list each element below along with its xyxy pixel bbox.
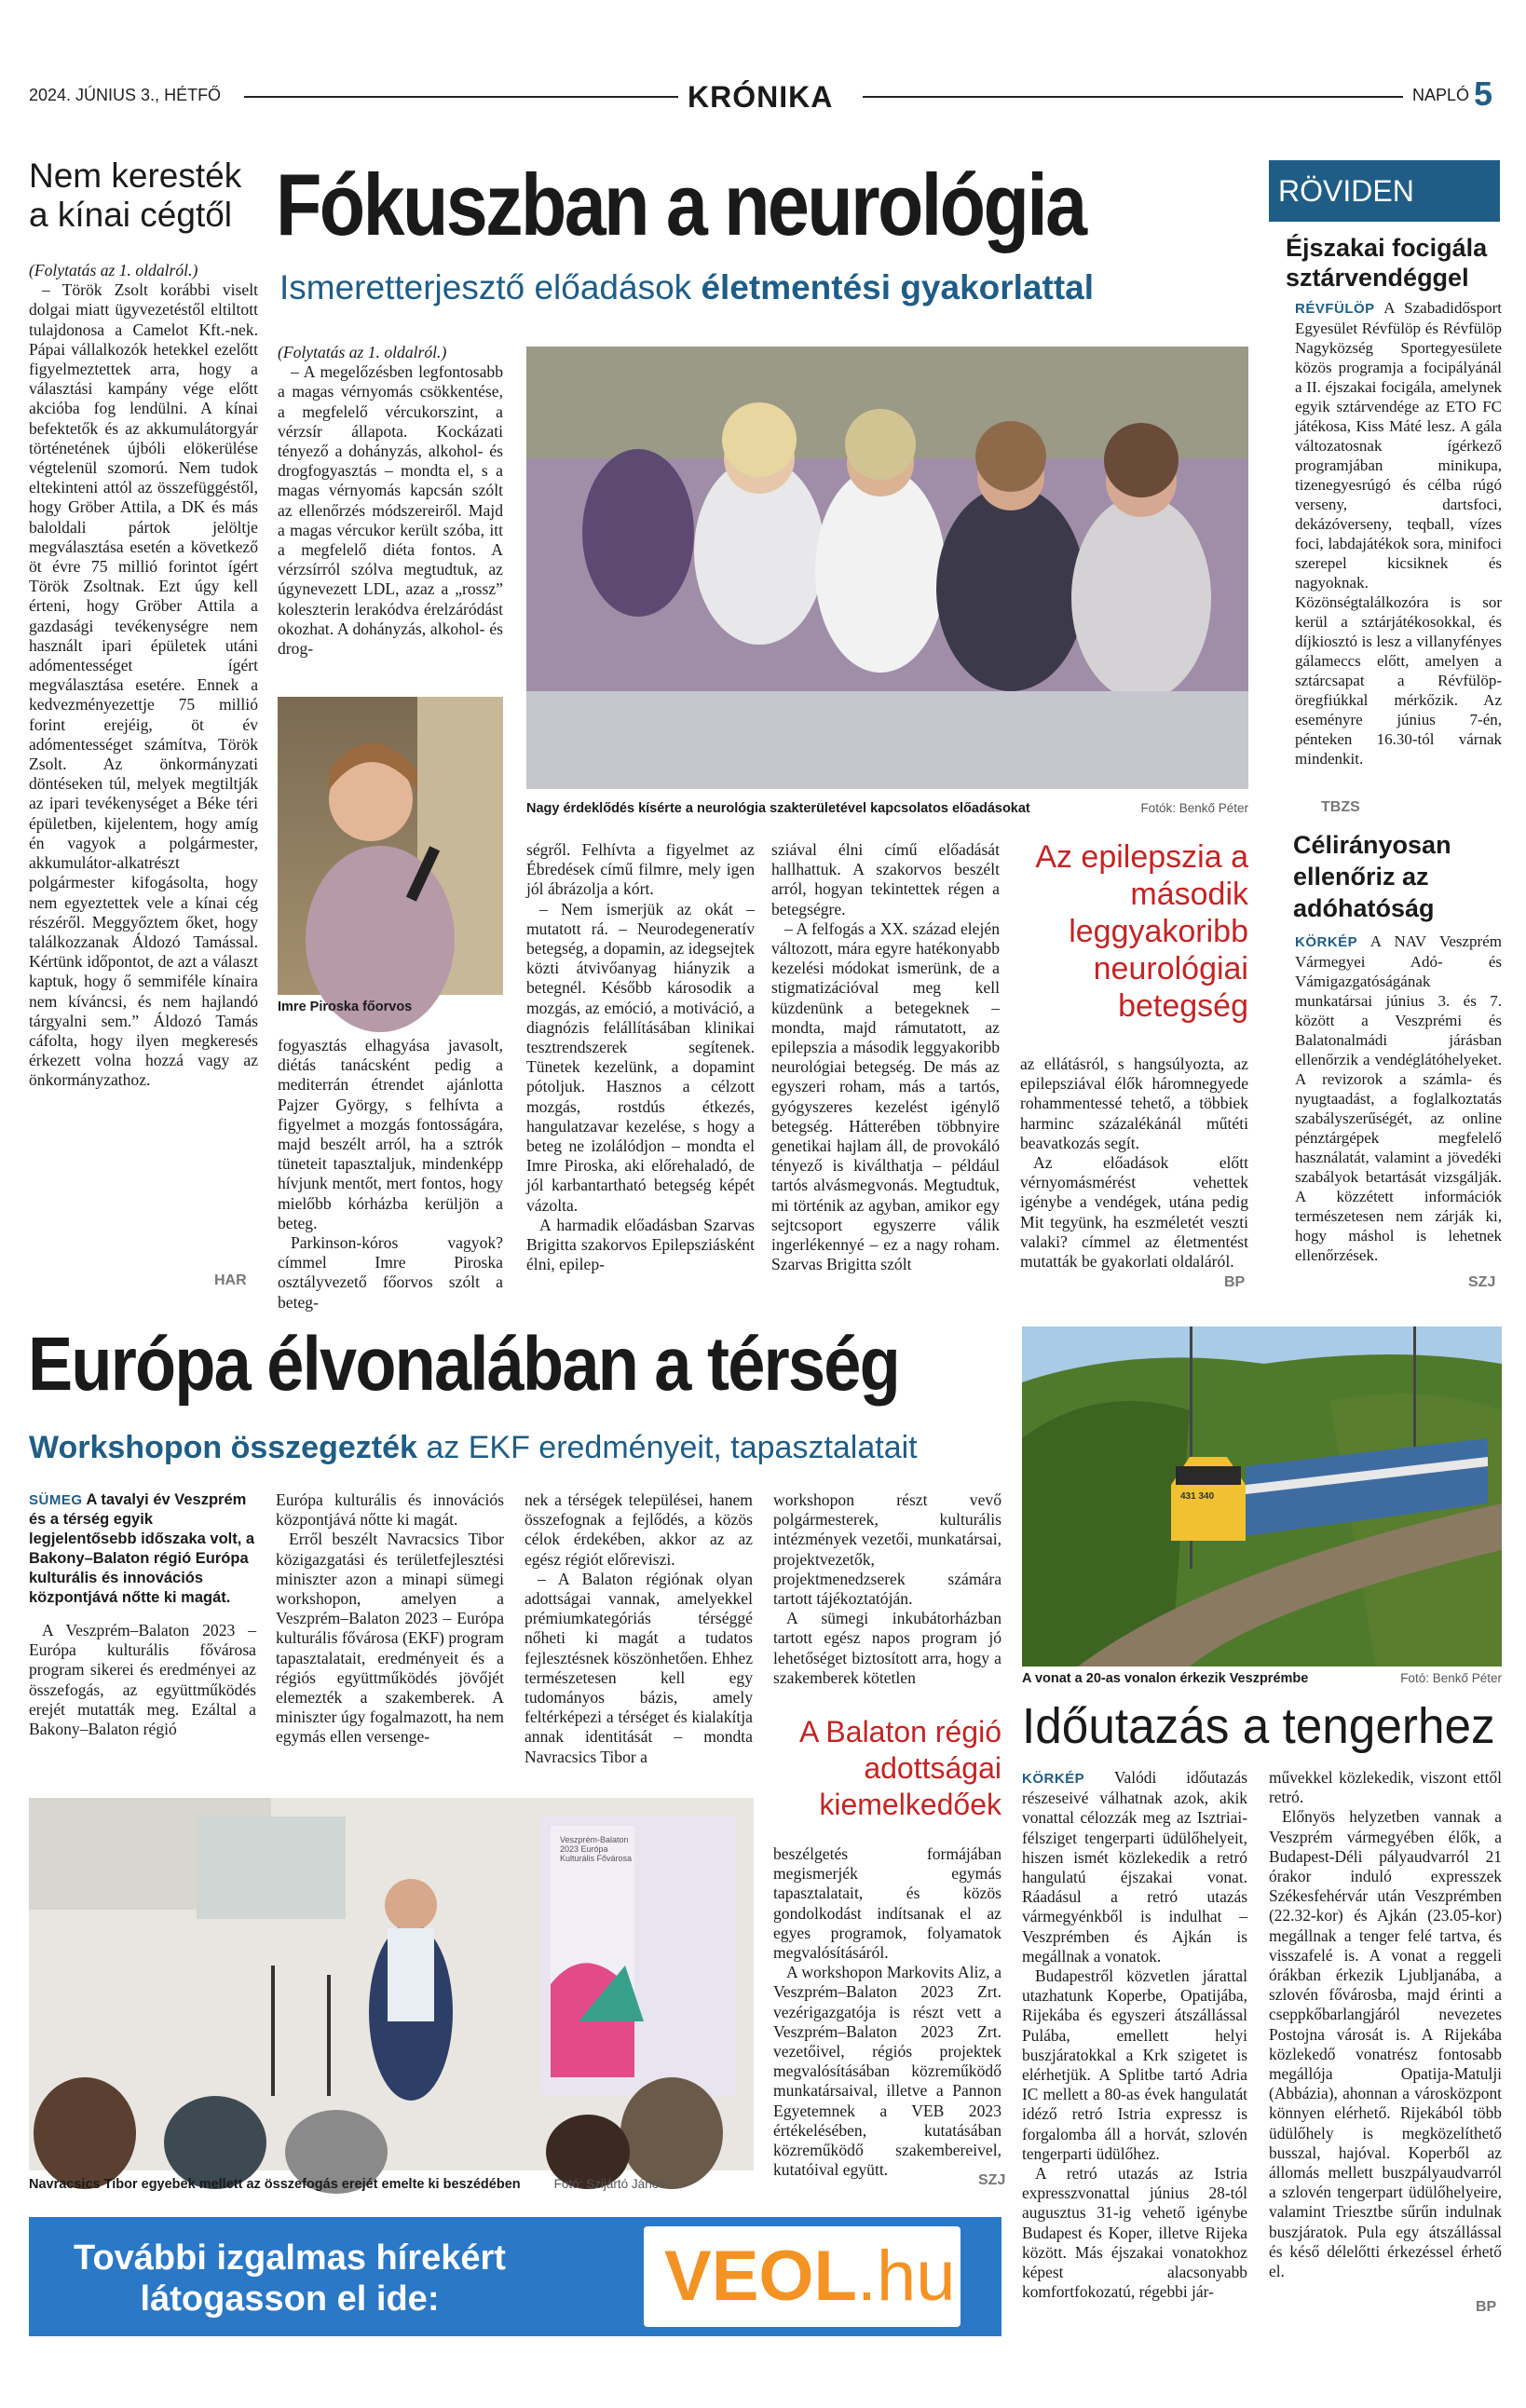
article3-col-d-text3: beszélgetés formájában megismerjék egymás tapasztalatait, és közös gondolkodást indítsanak el az egyes programok, folyamatok megvalósításáról. [773,1844,1001,1963]
article3-photo [29,1798,754,2170]
article4-photo-caption [1022,1671,1502,1686]
paper-name: NAPLÓ [1412,86,1470,104]
article3-col-d-text2: A sümegi inkubátorházban tartott egész napos program jó lehetőséget biztosított arra, hogy a szakemberek kötetlen [773,1609,1001,1687]
article3-photo-credit: Fotó: Szijártó János [553,2177,665,2191]
article2-photo-caption [526,801,1248,816]
article1-text: – Török Zsolt korábbi viselt dolgai miatt ügyvezetéstől eltiltott tulajdonosa a Camelot Kft.-nek. Pápai vállalkozók hetekkel ezelőtt figyelmeztettek arra, hogy a választási kampány vége előtt akcióba fog lendülni. A kínai befektetők és az akkumulátorgyár történetének újbóli elökerülése végtelenül szomorú. Nem tudok eltekinteni attól az összefüggéstől, hogy Gröber Attila, a DK és más baloldali pártok jelöltje megválasztása esetén a következő öt évre 75 millió forintot ígért Török Zsoltnak. Ezt úgy kell érteni, hogy Gröber Attila a gazdasági tevékenységre nem használt ipari épületek utáni adómentességet ígért megválasztása esetére. Ennek a kedvezményezettje 75 millió forint erejéig, öt év adómentességet számítva, Török Zsolt. Az önkormányzati döntéseken túl, melyek megtiltják az ipari tevékenységet a Béke téri épületben, kijelentem, hogy amíg én vagyok a polgármester, akkumulátor-alkatrészt polgármester kifogásolta, hogy nem egyeztettek vele a kínai cég részéről. Meggyőztem őket, hogy találkozzanak Áldozó Tamással. Kértünk időpontot, de azt a választ kaptuk, hogy ő semmiféle kínaira nem kíváncsi, és nem hajlandó tárgyalni sem.” Áldozó Tamás cáfolta, hogy ilyen megkeresés érkezett volna hozzá vagy az önkormányzathoz. [29,280,258,1090]
article2-lead: – A megelőzésben legfontosabb a magas vérnyomás csökkentése, a megfelelő vércukorszint, a vérzsír állapota. Kockázati tényező a dohányzás, alkohol- és drogfogyasztás – mondta el, s a magas vérnyomás kapcsán szólt az ellenőrzés módszereiről. Majd a magas vércukor került szóba, itt a megfelelő diéta fontos. A vérzsírról szólva megtudtuk, az úgynevezett LDL, azaz a „rossz” koleszterin lerakódva érelzáródást okozhat. A dohányzás, alkohol- és drog- [278,362,503,659]
article2-pull-quote: Az epilepszia a második leggyakoribb neurológiai betegség [1035,839,1248,1024]
article2-col-b [278,1036,503,1312]
article2-signature: BP [1224,1274,1246,1290]
article1-headline: Nem keresték a kínai cégtől [29,156,242,234]
brief2-body [1295,932,1502,1297]
article4-photo-credit: Fotó: Benkő Péter [1400,1671,1502,1685]
article4-col-a-text2: Budapestről közvetlen járattal utazhatunk Koperbe, Opatijába, Rijekába és egyszeri átszállással Pulába, emellett helyi buszjáratokkal a Krk szigetet is elérhetjük. A Splitbe tartó Adria IC mellett a 80-as évek hangulatát idéző retró Istria expressz is forgalomba áll a horvát, szlovén tengerparti üdülőhez. [1022,1966,1247,2163]
article1-signature: HAR [214,1272,247,1288]
article4-caption-text: A vonat a 20-as vonalon érkezik Veszprémbe [1022,1671,1309,1686]
article3-photo-caption [29,2177,754,2192]
article3-headline: Európa élvonalában a térség [28,1322,899,1407]
article3-subheadline-plain: az EKF eredményeit, tapasztalatait [426,1430,918,1465]
train-photo [1022,1326,1502,1667]
article2-col-d-text: sziával élni című előadását hallhattuk. A szakorvos beszélt arról, hogyan tekintettek régen a betegségre. [771,840,1000,918]
article3-col-a [29,1490,256,1793]
brief2-title: Célirányosan ellenőriz az adóhatóság [1293,831,1451,922]
article2-col-e [1020,1054,1248,1297]
promo-line1: További izgalmas hírekért [74,2238,506,2278]
article3-col-c-text: nek a térségek települései, hanem összefognak a fejlődés, a közös célok érdekében, akkor az az egész régiót előreviszi. [525,1490,753,1569]
article2-col-d [771,840,1000,1297]
article1-continued: (Folytatás az 1. oldalról.) [29,261,198,279]
article2-headline: Fókuszban a neurológia [276,156,1085,253]
article2-portrait-photo [278,697,503,995]
article3-col-c-text2: – A Balaton régiónak olyan adottságai vannak, amelyekkel prémiumkategóriás térséggé nőheti ki magát a tudatos fejlesztésnek köszönhetően. Ehhez természetesen kell egy tudományos bázis, amely feltérképezi a térséget és kialakítja annak identitását – mondta Navracsics Tibor a [525,1569,753,1766]
article3-signature: SZJ [978,2172,1006,2188]
article2-subheadline-plain: Ismeretterjesztő előadások [279,268,692,306]
article3-col-c [525,1490,753,1793]
promo-text [29,2238,551,2320]
article2-subheadline-accent: életmentési gyakorlattal [701,268,1095,306]
article3-kicker: SÜMEG [29,1492,83,1508]
promo-line2: látogasson el ide: [140,2279,440,2319]
brief2-text: A NAV Veszprém Vármegyei Adó- és Vámigazgatóságának munkatársai június 3. és 7. között a Veszprémi és Balatonalmádi járásban ellenőrzik a vendéglátóhelyeket. A revizorok a számla- és nyugtaadást, a foglalkoztatás szabályszerűségét, az online pénztárgépek megfelelő használatát, valamint a jövedéki szabályok betartását vizsgálják. A közzétett információk természetesen nem zárják ki, hogy máshol is lehetnek ellenőrzések. [1295,932,1502,1264]
article2-photo-credit: Fotók: Benkő Péter [1140,801,1248,815]
brief1-signature: TBZS [1321,799,1360,815]
article3-banner-text: Veszprém-Balaton 2023 Európa Kulturális Fővárosa [560,1835,633,1863]
veol-brand-suffix: .hu [856,2237,956,2316]
article2-col-d-text2: – A felfogás a XX. század elején változott, mára egyre hatékonyabb kezelési módokat ismerünk, de a stigmatizációval meg kell küzdenünk a betegeknek – mondta, majd rámutatott, az epilepszia a második leggyakoribb neurológiai betegség. De más az egyszeri roham, más a tartós, gyógyszeres kezelést igénylő betegség. Hátterében többnyire genetikai hajlam áll, de provokáló tényező is kiválthatja – például tartós alvásmegvonás. Megtudtuk, mi történik az agyban, amikor egy sejtcsoport egyszerre válik ingerlékennyé – ez a nagy roham. Szarvas Brigitta szólt [771,918,1000,1274]
brief2-kicker: KÖRKÉP [1295,934,1358,950]
article3-col-b-text: Európa kulturális és innovációs központjává nőtte ki magát. [276,1490,504,1530]
article4-col-a-text3: A retró utazás az Istria expresszvonattal június 28-tól augusztus 31-ig vehető igénybe Budapest és Koper, illetve Rijeka között. Más éjszakai vonatokhoz képest alacsonyabb komfortfokozatú, régebbi jár- [1022,2164,1247,2302]
article3-col-b-text2: Erről beszélt Navracsics Tibor közigazgatási és területfejlesztési miniszter azon a minapi sümegi workshopon, amelyen a Veszprém–Balaton 2023 – Európa kulturális fővárosa (EKF) program tapasztalatait, eredményeit és a régiós együttműködés jövőjét elemezték a szakemberek. A miniszter úgy fogalmazott, ha nem egymás ellen versenge- [276,1530,504,1747]
brief1-title: Éjszakai focigála sztárvendéggel [1286,234,1488,292]
article4-signature: BP [1476,2299,1497,2315]
article3-pull-quote: A Balaton régió adottságai kiemelkedőek [798,1715,1001,1821]
article1-body [29,261,258,1295]
briefs-header: RÖVIDEN [1269,160,1500,222]
article2-col-c [526,840,755,1297]
header-rule-left [244,96,678,98]
article4-col-a [1022,1768,1247,2302]
article2-col-b-text2: Parkinson-kóros vagyok? címmel Imre Piroska osztályvezető főorvos szólt a beteg- [278,1233,503,1312]
article2-col-e-text2: Az előadások előtt vérnyomásmérést vehettek igénybe a vendégek, utána pedig Mit tegyünk, ha eszméletét veszti valaki? címmel az életmentést mutatták be gyakorlati oldaláról. [1020,1153,1248,1272]
brief1-kicker: RÉVFÜLÖP [1295,301,1375,317]
article4-headline: Időutazás a tengerhez [1022,1698,1495,1754]
article2-caption-text: Nagy érdeklődés kísérte a neurológia szakterületével kapcsolatos előadásokat [526,801,1030,816]
promo-banner[interactable] [29,2217,1001,2336]
veol-logo[interactable] [644,2226,961,2327]
header-rule-right [863,96,1403,98]
article3-subheadline-accent: Workshopon összegezték [29,1430,417,1465]
article2-continued: (Folytatás az 1. oldalról.) [278,343,447,361]
article3-subheadline [29,1430,918,1466]
brief1-body [1295,298,1502,820]
article2-col-c-text2: – Nem ismerjük az okát – mutatott rá. – Neurodegeneratív betegség, a dopamin, az idegsejtek közti átvivőanyag hiányzik a betegnél. Később károsodik a mozgás, az emóció, a motiváció, a diagnózis felállításában klinikai tesztrendszerek segítenek. Tünetek kezelünk, a dopamint pótoljuk. Hasznos a célzott mozgás, rostdús étkezés, hangulatzavar kezelése, s hogy a beteg ne izolálódjon – mondta el Imre Piroska, aki előrehaladó, de jól karbantartható betegség képét vázolta. [526,899,755,1215]
brief1-text: A Szabadidősport Egyesület Révfülöp és Révfülöp Nagyközség Sportegyesülete közös programja a focipályánál a II. éjszakai focigála, amelynek egyik sztárvendége az ETO FC játékosa, Kiss Máté lesz. A gála változatosnak ígérkező programjában minikupa, tizenegyesrúgó és célba rúgó verseny, dartsfoci, dekázóverseny, teqball, vízes foci, labdajátékok sora, minifoci szerepel kicsiknek és nagyoknak. Közönségtalálkozóra is sor kerül a sztárjátékosokkal, és díjkiosztó is lesz a villanyfényes gálameccs előtt, amelyen a sztárcsapat a Révfülöp-öregfiúkkal mérkőzik. Az eseményre június 7-én, pénteken 16.30-tól várnak mindenkit. [1295,299,1502,768]
article2-col-c-text: ségről. Felhívta a figyelmet az Ébredések című filmre, mely igen jól ábrázolja a kórt. [526,840,755,899]
article4-col-b-text: művekkel közlekedik, viszont ettől retró. [1269,1768,1502,1807]
article4-col-b-text2: Előnyös helyzetben vannak a Veszprém vármegyében élők, a Budapest-Déli pályaudvarról 21 órakor induló expresszek Székesfehérvár után Veszprémben (22.32-kor) és Ajkán (23.05-kor) megállnak a tenger felé tartva, és visszafelé is. A vonat a reggeli órákban érkezik Ljubljanába, a szlovén fővárosba, majd érinti a cseppkőbarlangjáról nevezetes Postojna városát is. A Rijekába közlekedő vonatrész fontosabb megállója Opatija-Matulji (Abbázia), ahonnan a városközpont könnyen elérhető. Rijekából több üdülőhely is megközelíthető busszal, hajóval. Koperből az állomás mellett buszpályaudvarról a szlovén tengerpart üdülőhelyeire, valamint Triesztbe sűrűn indulnak buszjáratok. Pula egy átszállással és késő délelőtti érkezéssel érhető el. [1269,1807,1502,2281]
article3-lead: A tavalyi év Veszprém és a térség egyik legjelentősebb időszaka volt, a Bakony–Balaton régió Európa kulturális és innovációs központjává nőtte ki magát. [29,1491,255,1606]
article2-col-e-text: az ellátásról, s hangsúlyozta, az epilepsziával élők háromnegyede rohammentessé tehető, a többiek harminc százalékánál műtéti beavatkozás segít. [1020,1054,1248,1152]
article3-col-d-text4: A workshopon Markovits Aliz, a Veszprém–Balaton 2023 Zrt. vezérigazgatója is részt vett a Veszprém–Balaton 2023 Zrt. vezetőivel, régiós projektek megvalósításában közreműködő munkatársaival, illetve a Pannon Egyetemnek a VEB 2023 értékelésében, kutatásában közreműködő szakembereivel, kutatóival együtt. [773,1963,1001,2180]
article3-col-a-text: A Veszprém–Balaton 2023 – Európa kulturális fővárosa program sikerei és eredményei az összefogás, az együttműködés erejét mutatták meg. Ezáltal a Bakony–Balaton régió [29,1621,256,1739]
loco-number: 431 340 [1180,1491,1215,1502]
article3-caption-text: Navracsics Tibor egyebek mellett az összefogás erejét emelte ki beszédében [29,2177,521,2192]
article4-col-a-text: Valódi időutazás részeseivé válhatnak azok, akik vonattal célozzák meg az Isztriai-félsziget tengerparti üdülőhelyeit, hiszen ismét közlekedik a retró hangulatú éjszakai vonat. Ráadásul a retró utazás vármegyénkből is indulhat – Veszprémben és Ajkán is megállnak a vonatok. [1022,1768,1247,1966]
article2-main-photo [526,347,1248,789]
audience-photo [526,347,1248,789]
article4-kicker: KÖRKÉP [1022,1771,1085,1787]
article2-col-b-text: fogyasztás elhagyása javasolt, diétás tanácsként pedig a mediterrán étrendet ajánlotta Pajzer György, s felhívta a figyelmet a mozgás fontosságára, majd beszélt arról, ha a sztrók tüneteit tapasztaljuk, mindenképp hívjunk mentőt, mert fontos, hogy mielőbb kórházba kerüljön a beteg. [278,1036,503,1232]
page-number: 5 [1474,75,1493,113]
workshop-photo [29,1798,754,2170]
article3-col-b [276,1490,504,1793]
article2-subheadline [279,268,1094,307]
article3-col-d-text: workshopon részt vevő polgármesterek, kulturális intézmények vezetői, munkatársai, projektvezetők, projektmenedzserek számára tartott tájékoztatóján. [773,1490,1001,1609]
brief2-signature: SZJ [1468,1274,1496,1290]
article2-col-c-text3: A harmadik előadásban Szarvas Brigitta szakorvos Epilepsziásként élni, epilep- [526,1215,755,1274]
article4-col-b [1269,1768,1502,2294]
issue-date: 2024. JÚNIUS 3., HÉTFŐ [29,86,222,104]
article2-portrait-caption: Imre Piroska főorvos [278,1000,413,1014]
article3-col-d-bottom [773,1844,1001,2194]
section-title: KRÓNIKA [688,80,834,114]
speaker-portrait [278,697,503,995]
article4-photo [1022,1326,1502,1667]
veol-brand-main: VEOL [664,2237,857,2316]
veol-logo-text [664,2234,956,2320]
article2-col-a [278,343,503,689]
article3-col-d-top [773,1490,1001,1691]
